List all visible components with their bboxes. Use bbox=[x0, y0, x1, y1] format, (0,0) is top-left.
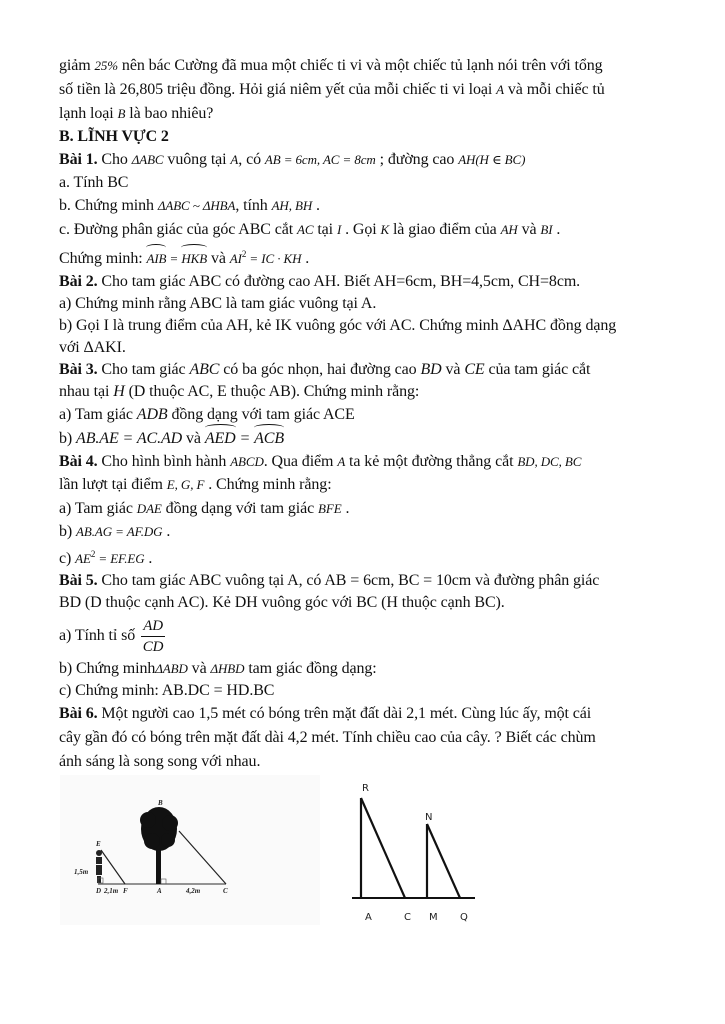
text: . bbox=[162, 523, 171, 540]
text: giảm bbox=[59, 57, 95, 74]
text: . bbox=[341, 500, 350, 517]
bai2-b-line1: b) Gọi I là trung điểm của AH, kẻ IK vuông góc với AC. Chứng minh ΔAHC đồng dạng bbox=[59, 317, 617, 334]
bai5-c: c) Chứng minh: AB.DC = HD.BC bbox=[59, 682, 275, 699]
text: b) Chứng minh bbox=[59, 660, 156, 677]
text: tam giác đồng dạng: bbox=[244, 660, 377, 677]
math: H bbox=[113, 383, 125, 400]
fraction-numerator: AD bbox=[141, 616, 165, 637]
label-N: N bbox=[425, 812, 433, 823]
math: AH(H ∈ BC) bbox=[458, 152, 526, 167]
label-A: A bbox=[365, 912, 372, 923]
text: Cho tam giác ABC có đường cao AH. Biết AH=6cm, BH=4,5cm, CH=8cm. bbox=[97, 273, 581, 290]
math: CE bbox=[464, 361, 485, 378]
math: B bbox=[117, 106, 126, 121]
text: ta kẻ một đường thẳng cắt bbox=[345, 453, 518, 470]
label-E: E bbox=[96, 840, 101, 848]
math: AC bbox=[297, 222, 314, 237]
bai4-b bbox=[59, 521, 679, 543]
similar-triangles-figure bbox=[330, 775, 490, 925]
bai6-line2: cây gần đó có bóng trên mặt đất dài 4,2 mét. Tính chiều cao của cây. ? Biết các chùm bbox=[59, 729, 596, 746]
text: lạnh loại bbox=[59, 105, 118, 122]
text: đồng dạng với tam giác ACE bbox=[167, 406, 355, 423]
text: a) Tam giác bbox=[59, 406, 137, 423]
exercise-label: Bài 5. bbox=[59, 572, 98, 589]
text: . Chứng minh rằng: bbox=[204, 476, 332, 493]
text: tại bbox=[313, 221, 337, 238]
math: A bbox=[496, 82, 504, 97]
exercise-label: Bài 3. bbox=[59, 361, 98, 378]
math: AH bbox=[500, 222, 518, 237]
text: Cho hình bình hành bbox=[97, 453, 231, 470]
math: I bbox=[336, 222, 342, 237]
math: ΔABC bbox=[131, 152, 164, 167]
text: (D thuộc AC, E thuộc AB). Chứng minh rằng: bbox=[124, 383, 420, 400]
text: Cho tam giác ABC vuông tại A, có AB = 6cm, BC = 10cm và đường phân giác bbox=[97, 572, 600, 589]
fraction bbox=[141, 616, 165, 657]
label-AC: 4,2m bbox=[186, 887, 201, 895]
label-B: B bbox=[158, 799, 163, 807]
math: 25% bbox=[94, 58, 119, 73]
text: của tam giác cắt bbox=[484, 361, 591, 378]
text: là giao điểm của bbox=[389, 221, 501, 238]
label-C: C bbox=[404, 912, 411, 923]
text: a) Tính tỉ số bbox=[59, 627, 136, 644]
superscript: 2 bbox=[241, 249, 247, 259]
angle-arc: HKB bbox=[181, 247, 207, 271]
label-M: M bbox=[429, 912, 438, 923]
text: . Gọi bbox=[341, 221, 381, 238]
text: b) bbox=[59, 430, 77, 447]
label-F: F bbox=[123, 887, 128, 895]
math: A bbox=[230, 152, 239, 167]
text: Chứng minh: bbox=[59, 250, 147, 267]
bai5-a bbox=[59, 614, 679, 658]
text: a) Tam giác bbox=[59, 500, 137, 517]
bai6-statement bbox=[59, 702, 679, 726]
bai1-statement bbox=[59, 148, 679, 172]
text: Cho tam giác bbox=[97, 361, 190, 378]
math: BD, DC, BC bbox=[517, 454, 582, 469]
label-D: D bbox=[96, 887, 102, 895]
math: ΔHBD bbox=[210, 661, 245, 676]
bai5-line2: BD (D thuộc cạnh AC). Kẻ DH vuông góc với BC (H thuộc cạnh BC). bbox=[59, 594, 505, 611]
bai4-a bbox=[59, 497, 679, 521]
text: . bbox=[552, 221, 561, 238]
angle-arc: AED bbox=[205, 427, 236, 451]
math: E, G, F bbox=[166, 477, 205, 492]
bai6-line3: ánh sáng là song song với nhau. bbox=[59, 753, 261, 770]
bai1-prove bbox=[59, 242, 679, 271]
text: b) bbox=[59, 523, 77, 540]
text: . bbox=[312, 197, 320, 214]
text: và bbox=[182, 430, 205, 447]
bai2-statement bbox=[59, 271, 679, 293]
text: . Qua điểm bbox=[263, 453, 338, 470]
fraction-denominator: CD bbox=[142, 638, 164, 655]
text: và bbox=[187, 660, 211, 677]
math: AH, BH bbox=[271, 198, 313, 213]
text: Một người cao 1,5 mét có bóng trên mặt đất dài 2,1 mét. Cùng lúc ấy, một cái bbox=[97, 705, 592, 722]
bai5-statement bbox=[59, 570, 679, 592]
math: = EF.EG bbox=[95, 551, 145, 566]
math: ADB bbox=[136, 406, 168, 423]
tree-shadow-figure bbox=[60, 775, 320, 925]
math: ABC bbox=[189, 361, 220, 378]
text: , có bbox=[238, 151, 265, 168]
bai3-b bbox=[59, 427, 679, 451]
bai2-b-line2: với ΔAKI. bbox=[59, 339, 126, 356]
bai3-statement bbox=[59, 359, 679, 381]
math: = bbox=[235, 430, 255, 447]
label-A: A bbox=[157, 887, 162, 895]
math: ΔABD bbox=[155, 661, 188, 676]
text: và bbox=[517, 221, 541, 238]
math: AE bbox=[75, 551, 91, 566]
text: đồng dạng với tam giác bbox=[161, 500, 319, 517]
math: = bbox=[166, 251, 182, 266]
intro-line-3 bbox=[59, 102, 679, 126]
math: ΔABC ~ ΔHBA bbox=[157, 198, 236, 213]
bai4-statement bbox=[59, 451, 679, 473]
bai3-line2 bbox=[59, 381, 679, 403]
text: vuông tại bbox=[163, 151, 231, 168]
bai4-c bbox=[59, 543, 679, 570]
math: AI bbox=[229, 251, 242, 266]
math: = IC · KH bbox=[246, 251, 302, 266]
math: AB.AE = AC.AD bbox=[76, 430, 183, 447]
intro-line-1 bbox=[59, 54, 679, 78]
document-page bbox=[59, 54, 679, 774]
math: K bbox=[380, 222, 390, 237]
text: lần lượt tại điểm bbox=[59, 476, 167, 493]
bai5-b bbox=[59, 658, 679, 680]
figures bbox=[60, 775, 500, 925]
text: có ba góc nhọn, hai đường cao bbox=[219, 361, 421, 378]
math: DAE bbox=[136, 501, 162, 516]
label-R: R bbox=[362, 783, 369, 794]
bai3-a bbox=[59, 403, 679, 427]
label-C: C bbox=[223, 887, 228, 895]
text: nhau tại bbox=[59, 383, 114, 400]
text: b. Chứng minh bbox=[59, 197, 158, 214]
text: và bbox=[441, 361, 465, 378]
text: là bao nhiêu? bbox=[125, 105, 214, 122]
text: . bbox=[144, 550, 153, 567]
label-Q: Q bbox=[460, 912, 468, 923]
exercise-label: Bài 2. bbox=[59, 273, 98, 290]
angle-arc: ACB bbox=[254, 427, 284, 451]
text: , tính bbox=[235, 197, 272, 214]
section-heading: B. LĨNH VỰC 2 bbox=[59, 128, 169, 145]
bai1-b bbox=[59, 194, 679, 218]
text: c. Đường phân giác của góc ABC cắt bbox=[59, 221, 298, 238]
superscript: 2 bbox=[90, 549, 96, 559]
angle-arc: AIB bbox=[146, 247, 166, 271]
math: BD bbox=[420, 361, 442, 378]
bai1-c bbox=[59, 218, 679, 242]
text: Cho bbox=[97, 151, 132, 168]
intro-line-2 bbox=[59, 78, 679, 102]
label-height: 1,5m bbox=[74, 868, 89, 876]
text: . bbox=[301, 250, 310, 267]
math: A bbox=[337, 454, 346, 469]
text: và mỗi chiếc tủ bbox=[504, 81, 605, 98]
text: số tiền là 26,805 triệu đồng. Hỏi giá niêm yết của mỗi chiếc ti vi loại bbox=[59, 81, 497, 98]
text: c) bbox=[59, 550, 76, 567]
math: BFE bbox=[318, 501, 342, 516]
text: và bbox=[207, 250, 230, 267]
text: ; đường cao bbox=[375, 151, 459, 168]
text: nên bác Cường đã mua một chiếc ti vi và một chiếc tủ lạnh nói trên với tổng bbox=[118, 57, 603, 74]
exercise-label: Bài 6. bbox=[59, 705, 98, 722]
math: AB = 6cm, AC = 8cm bbox=[264, 152, 376, 167]
math: BI bbox=[540, 222, 553, 237]
bai1-a: a. Tính BC bbox=[59, 174, 129, 191]
math: AB.AG = AF.DG bbox=[76, 524, 163, 539]
math: ABCD bbox=[230, 454, 264, 469]
exercise-label: Bài 4. bbox=[59, 453, 98, 470]
label-DF: 2,1m bbox=[104, 887, 119, 895]
exercise-label: Bài 1. bbox=[59, 151, 98, 168]
bai4-line2 bbox=[59, 473, 679, 497]
bai2-a: a) Chứng minh rằng ABC là tam giác vuông tại A. bbox=[59, 295, 377, 312]
